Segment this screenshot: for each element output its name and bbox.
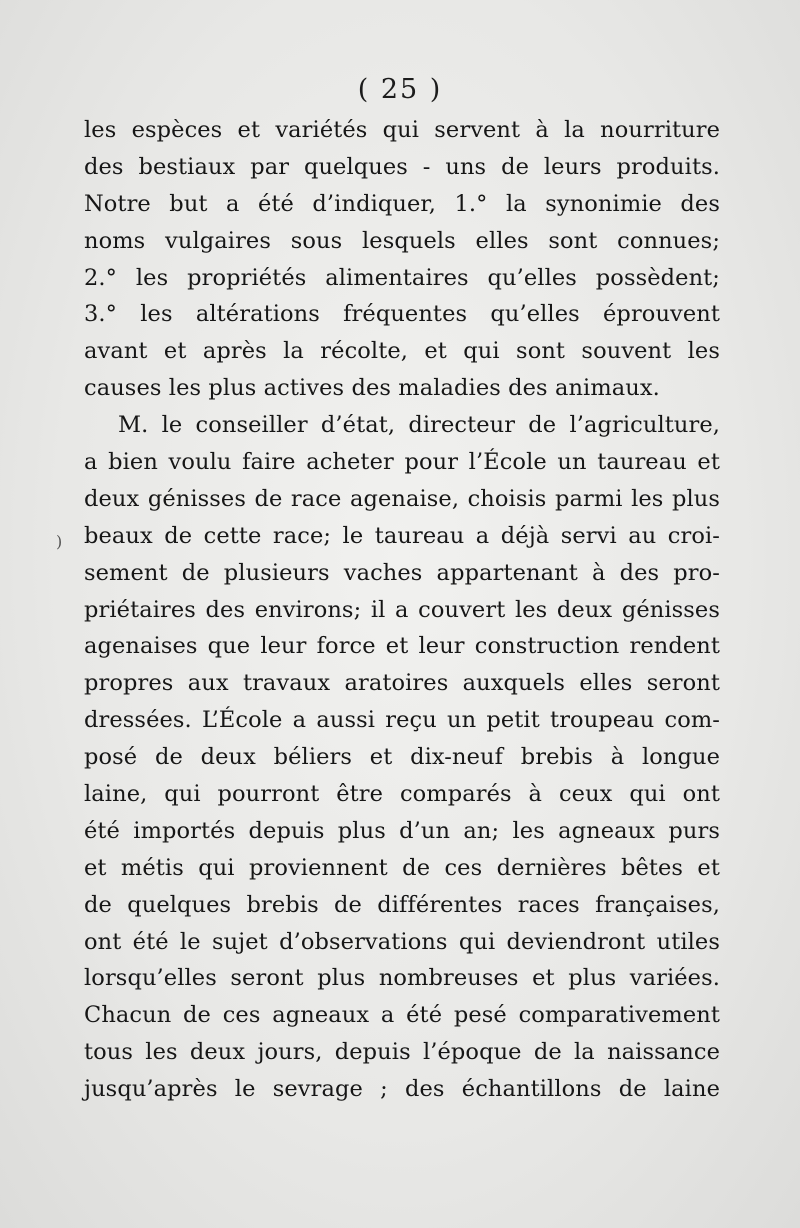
text-line: noms vulgaires sous lesquels elles sont connues; <box>84 227 720 254</box>
text-line: les espèces et variétés qui servent à la nourriture <box>84 117 720 143</box>
text-line: Notre but a été d’indiquer, 1.° la synonimie des <box>84 190 720 217</box>
margin-mark: ) <box>56 532 63 551</box>
text-line: jusqu’après le sevrage ; des échantillons de laine <box>84 1076 720 1103</box>
text-line: causes les plus actives des maladies des animaux. <box>84 375 660 402</box>
text-line: des bestiaux par quelques - uns de leurs produits. <box>84 153 720 180</box>
text-line: été importés depuis plus d’un an; les agneaux purs <box>84 817 720 844</box>
text-line: Chacun de ces agneaux a été pesé comparativement <box>84 1002 720 1029</box>
page-number: ( 25 ) <box>357 74 443 105</box>
text-line: M. le conseiller d’état, directeur de l’agriculture, <box>118 412 720 439</box>
text-line: posé de deux béliers et dix-neuf brebis à longue <box>84 744 720 771</box>
text-line: 3.° les altérations fréquentes qu’elles éprouvent <box>84 301 720 328</box>
text-line: priétaires des environs; il a couvert les deux génisses <box>84 596 720 623</box>
text-line: laine, qui pourront être comparés à ceux qui ont <box>84 781 720 808</box>
text-line: agenaises que leur force et leur construction rendent <box>84 633 720 660</box>
text-line: avant et après la récolte, et qui sont souvent les <box>84 338 720 365</box>
text-line: beaux de cette race; le taureau a déjà servi au croi- <box>84 522 720 549</box>
text-line: deux génisses de race agenaise, choisis parmi les plus <box>84 485 720 512</box>
text-line: a bien voulu faire acheter pour l’École un taureau et <box>84 449 720 476</box>
text-line: lorsqu’elles seront plus nombreuses et plus variées. <box>84 965 720 992</box>
text-line: ont été le sujet d’observations qui deviendront utiles <box>84 928 720 955</box>
text-line: dressées. L’École a aussi reçu un petit troupeau com- <box>84 707 720 734</box>
text-line: sement de plusieurs vaches appartenant à des pro- <box>84 559 720 586</box>
text-line: propres aux travaux aratoires auxquels elles seront <box>84 670 720 697</box>
text-line: de quelques brebis de différentes races françaises, <box>84 891 720 918</box>
text-line: et métis qui proviennent de ces dernières bêtes et <box>84 854 720 881</box>
body-text <box>84 112 720 1108</box>
text-line: 2.° les propriétés alimentaires qu’elles possèdent; <box>84 264 720 291</box>
text-line: tous les deux jours, depuis l’époque de la naissance <box>84 1039 720 1066</box>
